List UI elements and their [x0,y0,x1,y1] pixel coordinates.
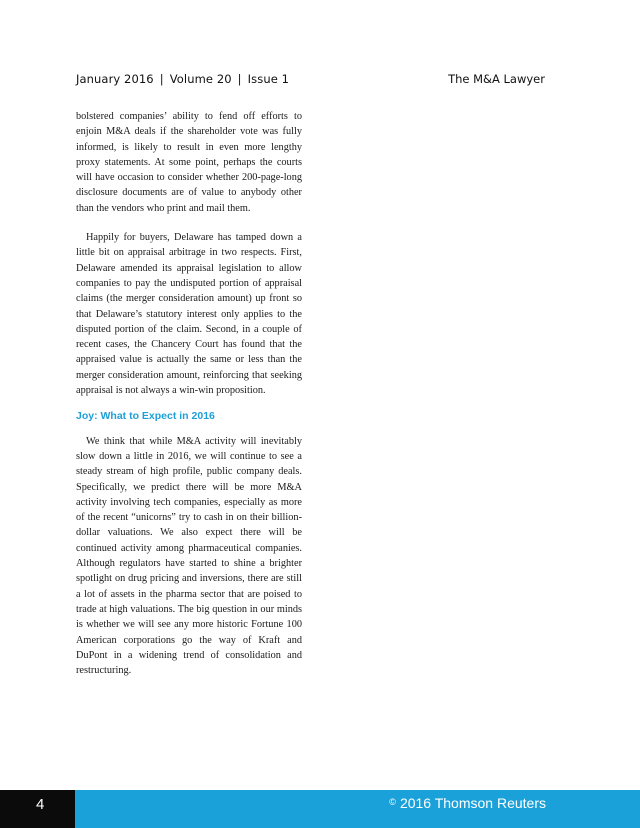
copyright [389,795,546,811]
running-header-issue [76,72,289,86]
issue-date: January 2016 [76,72,154,86]
publication-title: The M&A Lawyer [448,72,545,86]
page-number: 4 [0,790,75,828]
body-paragraph: Happily for buyers, Delaware has tamped down a little bit on appraisal arbitrage in two respects. First, Delaware amended its appraisal legislation to allow companies to pay the undisputed portion of appraisal claims (the merger consideration amount) up front so that Delaware’s statutory interest only applies to the disputed portion of the claim. Second, in a couple of recent cases, the Chancery Court has found that the appraised value is actually the same or less than the merger consideration amount, reinforcing that seeking appraisal is not always a win-win proposition. [76,232,302,397]
body-paragraph: bolstered companies’ ability to fend off efforts to enjoin M&A deals if the shareholder vote was fully informed, is likely to result in even more lengthy proxy statements. At some point, perhaps the courts will have occasion to consider whether 200-page-long disclosure documents are of value to anybody other than the vendors who print and mail them. [76,111,302,214]
section-heading: Joy: What to Expect in 2016 [76,410,215,423]
article-column [76,109,302,678]
header-separator: | [237,72,242,86]
copyright-icon: © [389,797,396,807]
footer-bar [75,790,640,828]
body-paragraph: We think that while M&A activity will inevitably slow down a little in 2016, we will continue to see a steady stream of high profile, public company deals. Specifically, we predict there will be more M&A activity involving tech companies, especially as more of the recent “unicorns” try to cash in on their billion-dollar valuations. We also expect there will be continued activity among pharmaceutical companies. Although regulators have started to shine a brighter spotlight on drug pricing and inversions, there are still a lot of assets in the pharma sector that are poised to trade at high valuations. The big question in our minds is whether we will see any more historic Fortune 100 American corporations go the way of Kraft and DuPont in a widening trend of consolidation and restructuring. [76,435,302,677]
header-separator: | [159,72,164,86]
issue-label: Issue 1 [247,72,290,86]
copyright-text: 2016 Thomson Reuters [399,795,546,811]
volume-label: Volume 20 [169,72,232,86]
